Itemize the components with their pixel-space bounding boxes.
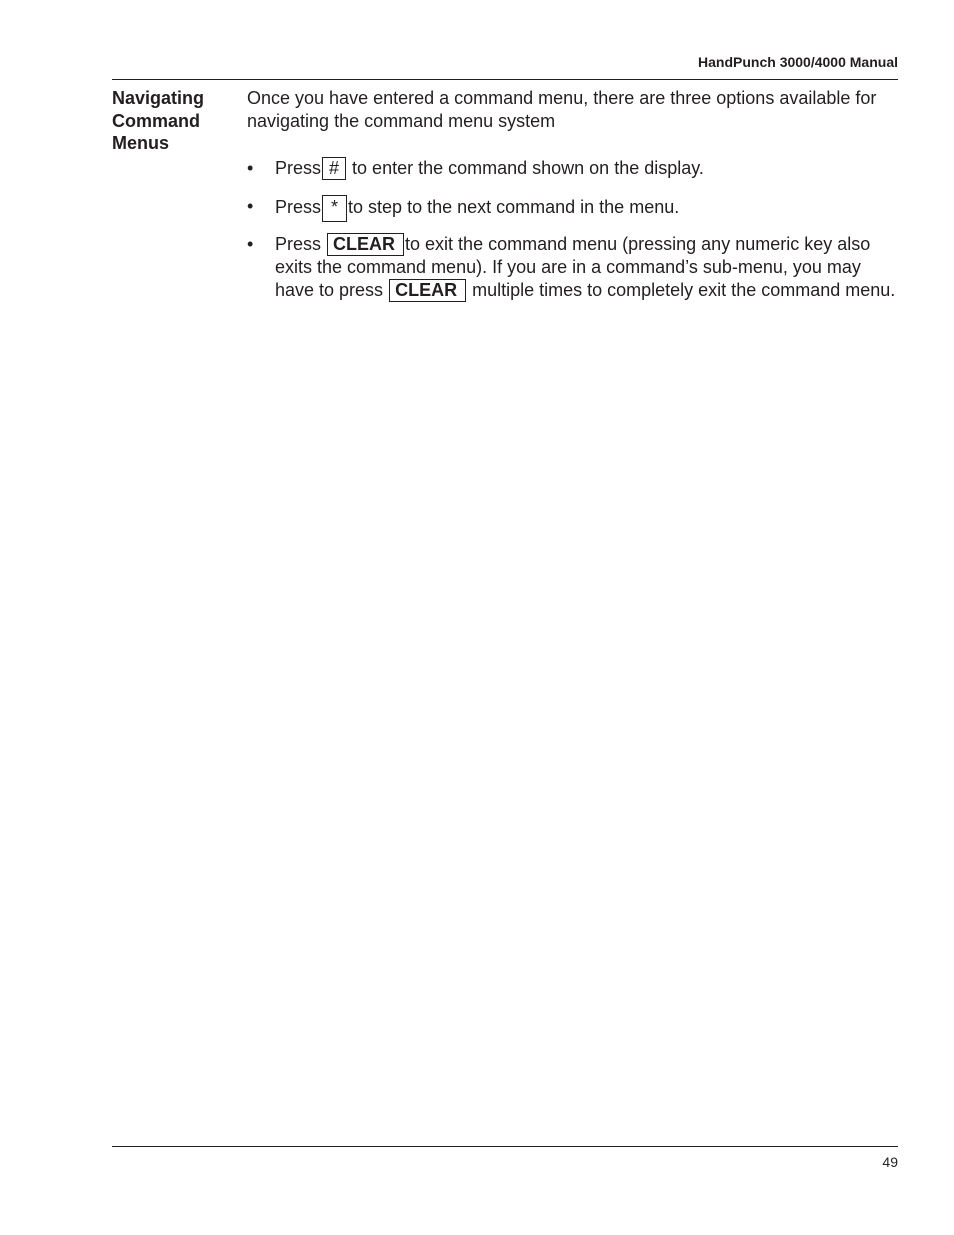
- section-body: [247, 87, 902, 302]
- section-heading: [112, 87, 237, 155]
- star-key-label: *: [322, 195, 347, 222]
- header-rule: [112, 79, 898, 80]
- option-description: to enter the command shown on the display.: [352, 158, 704, 178]
- hash-key-label: #: [322, 157, 346, 180]
- bullet-glyph: •: [247, 158, 254, 178]
- section-heading-line-1: Navigating: [112, 88, 205, 108]
- section-heading-line-3: Menus: [112, 133, 170, 153]
- intro-paragraph: Once you have entered a command menu, there are three options available for navigating the command menu system: [247, 88, 877, 131]
- option-description-end: multiple times to completely exit the command menu.: [472, 279, 896, 300]
- page-number: 49: [882, 1154, 898, 1170]
- list-item: [247, 195, 902, 222]
- footer-rule: [112, 1146, 898, 1147]
- list-item: [247, 233, 902, 302]
- press-text: Press: [275, 197, 322, 217]
- clear-key-label-2: CLEAR: [389, 279, 466, 302]
- section-heading-line-2: Command: [112, 110, 201, 131]
- option-description: to exit the command menu (pressing any numeric key also exits the command menu). If you are in a command’s sub-menu, you may have to press: [275, 234, 871, 300]
- clear-key-label: CLEAR: [327, 233, 404, 256]
- press-text: Press: [275, 234, 322, 254]
- navigation-options-list: [247, 157, 902, 302]
- press-text: Press: [275, 158, 322, 178]
- list-item: [247, 157, 902, 180]
- running-header: HandPunch 3000/4000 Manual: [698, 54, 898, 70]
- bullet-glyph: •: [247, 196, 254, 216]
- bullet-glyph: •: [247, 234, 254, 254]
- option-description: to step to the next command in the menu.: [348, 197, 680, 217]
